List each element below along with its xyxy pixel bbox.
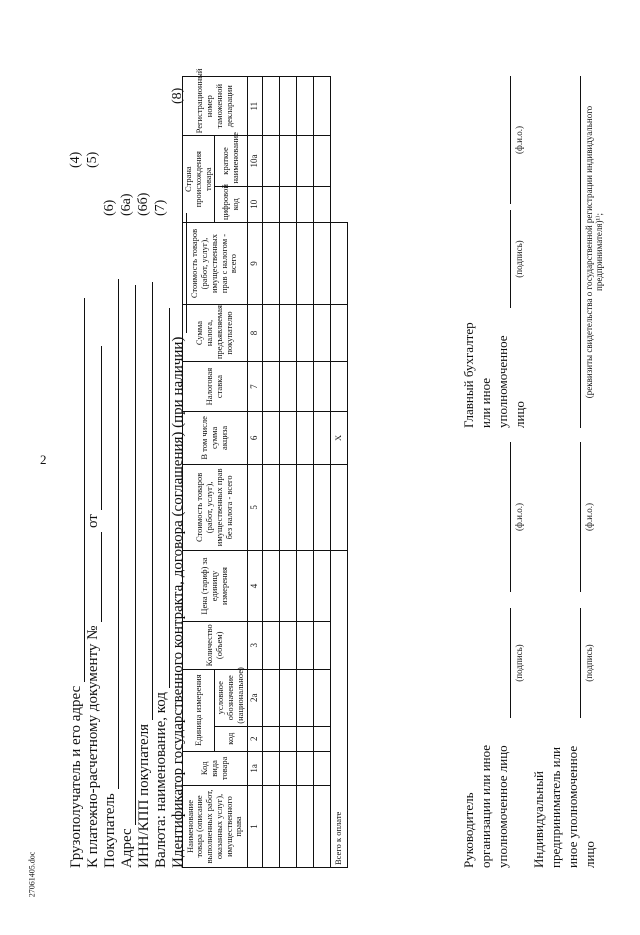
num-cell: 10а	[247, 136, 262, 186]
col-customs-declaration: Регистрационный номер таможенной декларации	[183, 77, 248, 136]
table-row	[262, 77, 279, 868]
num-cell: 5	[247, 464, 262, 551]
entrepreneur-fio-caption: (ф.и.о.)	[584, 503, 594, 531]
col-excise: В том числе сумма акциза	[183, 412, 248, 464]
accountant-signature-label: Главный бухгалтер или иное уполномоченное лицо	[461, 322, 527, 428]
ref-8: (8)	[170, 87, 185, 104]
address-line	[119, 285, 136, 868]
total-label: Всего к оплате	[330, 551, 347, 868]
currency-line	[153, 308, 170, 868]
entrepreneur-podpis-caption: (подпись)	[584, 644, 594, 682]
col-country-group: Страна происхождения товара	[183, 136, 215, 223]
invoice-form	[68, 28, 628, 868]
num-cell: 4	[247, 551, 262, 622]
payment-doc-label: К платежно-расчетному документу №	[85, 625, 101, 868]
address-label: Адрес	[119, 828, 135, 868]
from-label: от	[85, 514, 101, 528]
inn-kpp-label: ИНН/КПП покупателя	[136, 723, 152, 868]
buyer-line	[102, 280, 119, 869]
entrepreneur-requisites-caption: (реквизиты свидетельства о государственной регистрации индивидуального предпринимателя)¹⁾;	[584, 105, 604, 399]
total-row	[330, 77, 347, 868]
num-cell: 10	[247, 186, 262, 222]
page-number: 2	[40, 452, 47, 467]
consignee-label: Грузополучатель и его адрес	[68, 685, 84, 868]
table-row	[313, 77, 330, 868]
col-tax-rate: Налоговая ставка	[183, 362, 248, 412]
num-cell: 1	[247, 785, 262, 867]
currency-label: Валюта: наименование, код	[153, 692, 169, 868]
num-cell: 7	[247, 362, 262, 412]
col-goods-name: Наименование товара (описание выполненных работ, оказанных услуг), имущественного права	[183, 785, 248, 867]
num-cell: 2а	[247, 669, 262, 726]
col-price: Цена (тариф) за единицу измерения	[183, 551, 248, 622]
buyer-label: Покупатель	[102, 793, 118, 868]
ref-4: (4)	[68, 151, 83, 168]
payment-doc-line	[85, 346, 102, 868]
col-unit-group: Единица измерения	[183, 669, 215, 751]
num-cell: 8	[247, 305, 262, 362]
ref-6a: (6а)	[119, 193, 134, 216]
ref-6b: (6б)	[136, 192, 151, 216]
column-numbers-row	[247, 77, 262, 868]
inn-kpp-line	[136, 282, 153, 868]
ref-6: (6)	[102, 199, 117, 216]
col-goods-type-code: Код вида товара	[183, 751, 248, 785]
col-country-name: краткое наименование	[215, 136, 247, 186]
total-x: X	[330, 412, 347, 464]
footer-file-code: 27061405.doc	[27, 851, 37, 898]
head-signature-label: Руководитель организации или иное уполномоченное лицо	[461, 744, 510, 868]
invoice-table	[182, 68, 348, 868]
entrepreneur-signature-label: Индивидуальный предприниматель или иное уполномоченное лицо	[531, 745, 597, 868]
contract-id-label: Идентификатор государственного контракта, договора (соглашения) (при наличии)	[170, 336, 186, 868]
col-unit-symbol: условное обозначение (национальное)	[215, 669, 247, 726]
num-cell: 9	[247, 222, 262, 304]
consignee-line	[68, 298, 85, 868]
num-cell: 2	[247, 726, 262, 751]
num-cell: 1а	[247, 751, 262, 785]
table-row	[279, 77, 296, 868]
col-quantity: Количество (объем)	[183, 621, 248, 669]
col-unit-code: код	[215, 726, 247, 751]
num-cell: 6	[247, 412, 262, 464]
num-cell: 11	[247, 77, 262, 136]
col-country-code: цифровой код	[215, 186, 247, 222]
num-cell: 3	[247, 621, 262, 669]
ref-7: (7)	[153, 199, 168, 216]
col-cost-with-tax: Стоимость товаров (работ, услуг), имущественных прав с налогом - всего	[183, 222, 248, 304]
table-row	[296, 77, 313, 868]
head-fio-caption: (ф.и.о.)	[514, 503, 524, 531]
col-cost-without-tax: Стоимость товаров (работ, услуг), имущественных прав без налога - всего	[183, 464, 248, 551]
accountant-fio-caption: (ф.и.о.)	[514, 126, 524, 154]
head-podpis-caption: (подпись)	[514, 644, 524, 682]
ref-5: (5)	[85, 151, 100, 168]
accountant-podpis-caption: (подпись)	[514, 240, 524, 278]
col-tax-amount: Сумма налога, предъявляемая покупателю	[183, 305, 248, 362]
